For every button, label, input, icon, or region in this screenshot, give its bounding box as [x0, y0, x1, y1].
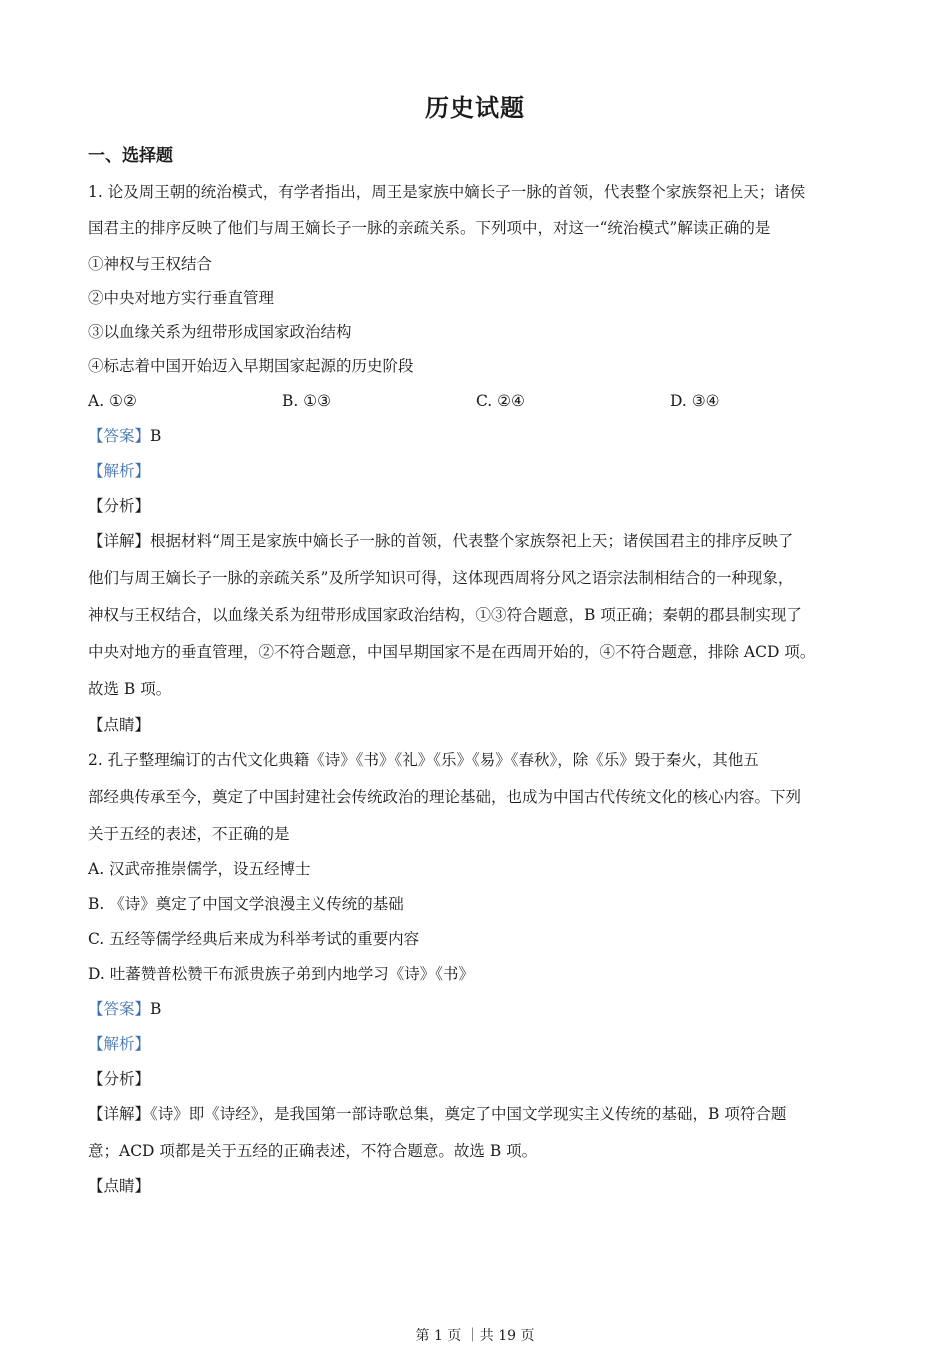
q1-option-b: B. ①③: [282, 392, 332, 410]
q2-dianjing-tag: 【点睛】: [88, 1177, 151, 1195]
q2-answer: [88, 999, 161, 1019]
q2-stem-line-2: 部经典传承至今，奠定了中国封建社会传统政治的理论基础，也成为中国古代传统文化的核心内容。下列: [88, 788, 802, 806]
q1-option-d: D. ③④: [670, 392, 720, 410]
q2-fenxi-tag: 【分析】: [88, 1070, 151, 1088]
q1-option-c: C. ②④: [476, 392, 525, 410]
q1-dianjing-tag: 【点睛】: [88, 716, 151, 734]
q1-item-4: ④标志着中国开始迈入早期国家起源的历史阶段: [88, 357, 414, 375]
q1-answer-tag: 【答案】: [88, 427, 151, 445]
q1-detail-line-4: 中央对地方的垂直管理，②不符合题意，中国早期国家不是在西周开始的，④不符合题意，排除 ACD 项。: [88, 643, 816, 661]
q1-answer: [88, 426, 161, 446]
q1-stem-line-2: 国君主的排序反映了他们与周王嫡长子一脉的亲疏关系。下列项中，对这一“统治模式”解读正确的是: [88, 219, 771, 237]
q1-detail-line-5: 故选 B 项。: [88, 680, 172, 698]
q1-item-1: ①神权与王权结合: [88, 255, 213, 273]
q2-detail-line-1: 【详解】《诗》即《诗经》，是我国第一部诗歌总集，奠定了中国文学现实主义传统的基础，B 项符合题: [88, 1105, 787, 1123]
q2-jiexi-tag: 【解析】: [88, 1035, 151, 1053]
page-footer: 第 1 页 ｜共 19 页: [415, 1328, 535, 1344]
q2-answer-tag: 【答案】: [88, 1000, 151, 1018]
page-title: 历史试题: [425, 94, 525, 122]
q1-detail-line-3: 神权与王权结合，以血缘关系为纽带形成国家政治结构，①③符合题意，B 项正确；秦朝的郡县制实现了: [88, 606, 802, 624]
q1-item-3: ③以血缘关系为纽带形成国家政治结构: [88, 323, 352, 341]
q2-answer-value: B: [150, 1000, 162, 1018]
q1-fenxi-tag: 【分析】: [88, 497, 151, 515]
q2-stem-line-3: 关于五经的表述，不正确的是: [88, 825, 290, 843]
section-heading: 一、选择题: [88, 146, 173, 166]
q1-detail-line-2: 他们与周王嫡长子一脉的亲疏关系”及所学知识可得，这体现西周将分风之语宗法制相结合的一种现象，: [88, 569, 794, 587]
q2-detail-line-2: 意；ACD 项都是关于五经的正确表述，不符合题意。故选 B 项。: [88, 1142, 538, 1160]
q2-option-a: A. 汉武帝推崇儒学，设五经博士: [88, 860, 311, 878]
q1-item-2: ②中央对地方实行垂直管理: [88, 289, 275, 307]
q2-option-d: D. 吐蕃赞普松赞干布派贵族子弟到内地学习《诗》《书》: [88, 965, 474, 983]
q2-option-c: C. 五经等儒学经典后来成为科举考试的重要内容: [88, 930, 420, 948]
q1-option-a: A. ①②: [88, 392, 137, 410]
q1-answer-value: B: [150, 427, 162, 445]
q1-stem-line-1: 1. 论及周王朝的统治模式，有学者指出，周王是家族中嫡长子一脉的首领，代表整个家族祭祀上天；诸侯: [88, 183, 806, 201]
q2-stem-line-1: 2. 孔子整理编订的古代文化典籍《诗》《书》《礼》《乐》《易》《春秋》，除《乐》毁于秦火，其他五: [88, 751, 759, 769]
q1-detail-line-1: 【详解】根据材料“周王是家族中嫡长子一脉的首领，代表整个家族祭祀上天；诸侯国君主的排序反映了: [88, 532, 794, 550]
q2-option-b: B. 《诗》奠定了中国文学浪漫主义传统的基础: [88, 895, 404, 913]
q1-jiexi-tag: 【解析】: [88, 462, 151, 480]
